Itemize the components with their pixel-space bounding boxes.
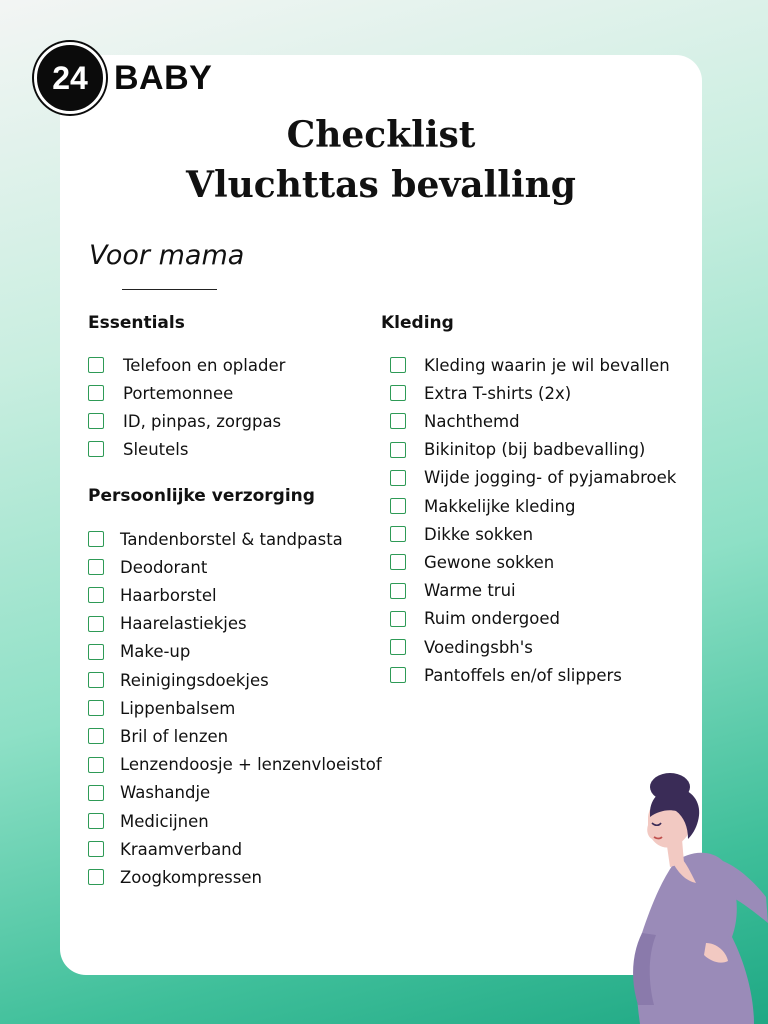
checklist-item-voedingsbh-s[interactable]: [390, 633, 533, 661]
checklist-item-label: Voedingsbh's: [424, 637, 533, 657]
checklist-item-kleding-waarin-je-wil-bevallen[interactable]: [390, 351, 670, 379]
checklist-item-haarborstel[interactable]: [88, 581, 217, 609]
checkbox[interactable]: [390, 498, 406, 514]
checklist-item-reinigingsdoekjes[interactable]: [88, 666, 269, 694]
checkbox[interactable]: [390, 442, 406, 458]
pregnant-woman-illustration: [620, 765, 768, 1024]
checklist-item-label: Gewone sokken: [424, 552, 555, 572]
checklist-item-label: Haarelastiekjes: [120, 614, 247, 634]
checklist-item-lippenbalsem[interactable]: [88, 694, 235, 722]
page-title-line-2: Vluchttas bevalling: [186, 164, 576, 206]
checklist-item-label: Haarborstel: [120, 585, 217, 605]
checklist-item-label: Washandje: [120, 783, 211, 803]
checklist-item-label: Dikke sokken: [424, 524, 534, 544]
checkbox[interactable]: [88, 700, 104, 716]
checklist-item-label: Bril of lenzen: [120, 726, 229, 746]
checkbox[interactable]: [88, 531, 104, 547]
checklist-item-gewone-sokken[interactable]: [390, 548, 554, 576]
checkbox[interactable]: [88, 841, 104, 857]
checklist-item-tandenborstel-tandpasta[interactable]: [88, 525, 343, 553]
checkbox[interactable]: [88, 587, 104, 603]
checklist-item-id-pinpas-zorgpas[interactable]: [88, 407, 281, 435]
checkbox[interactable]: [390, 470, 406, 486]
group-title-essentials: Essentials: [88, 313, 185, 333]
checklist-item-label: Medicijnen: [120, 811, 209, 831]
checkbox[interactable]: [88, 385, 104, 401]
checkbox[interactable]: [390, 583, 406, 599]
checklist-item-extra-t-shirts-2x[interactable]: [390, 379, 571, 407]
group-title-verzorging: Persoonlijke verzorging: [88, 486, 315, 506]
checkbox[interactable]: [88, 785, 104, 801]
group-title-kleding: Kleding: [381, 313, 454, 333]
checklist-item-makkelijke-kleding[interactable]: [390, 492, 575, 520]
checklist-item-label: Kraamverband: [120, 839, 243, 859]
checklist-item-label: ID, pinpas, zorgpas: [123, 411, 282, 431]
checkbox[interactable]: [88, 644, 104, 660]
checkbox[interactable]: [88, 559, 104, 575]
checkbox[interactable]: [88, 413, 104, 429]
checkbox[interactable]: [88, 441, 104, 457]
checkbox[interactable]: [88, 616, 104, 632]
checkbox[interactable]: [88, 813, 104, 829]
checklist-item-warme-trui[interactable]: [390, 577, 516, 605]
checklist-item-label: Make-up: [120, 642, 191, 662]
checklist-item-label: Deodorant: [120, 557, 208, 577]
checkbox[interactable]: [390, 611, 406, 627]
checkbox[interactable]: [88, 869, 104, 885]
checklist-item-portemonnee[interactable]: [88, 379, 233, 407]
checklist-item-label: Ruim ondergoed: [424, 609, 560, 629]
checklist-item-telefoon-en-oplader[interactable]: [88, 351, 285, 379]
checklist-item-label: Warme trui: [424, 581, 516, 601]
checklist-item-label: Sleutels: [123, 439, 189, 459]
section-divider: [122, 289, 217, 290]
checkbox[interactable]: [88, 757, 104, 773]
checkbox[interactable]: [88, 728, 104, 744]
checklist-item-label: Lippenbalsem: [120, 698, 236, 718]
checkbox[interactable]: [390, 413, 406, 429]
checkbox[interactable]: [390, 385, 406, 401]
checklist-item-label: Zoogkompressen: [120, 867, 262, 887]
checklist-item-label: Makkelijke kleding: [424, 496, 576, 516]
checklist-item-dikke-sokken[interactable]: [390, 520, 533, 548]
checklist-item-wijde-jogging-of-pyjamabroek[interactable]: [390, 464, 676, 492]
checklist-item-label: Tandenborstel & tandpasta: [120, 529, 343, 549]
checkbox[interactable]: [390, 667, 406, 683]
logo-badge: 24: [34, 42, 106, 114]
checklist-item-label: Bikinitop (bij badbevalling): [424, 440, 646, 460]
checklist-item-haarelastiekjes[interactable]: [88, 610, 247, 638]
checklist-item-label: Kleding waarin je wil bevallen: [424, 355, 670, 375]
checkbox[interactable]: [390, 357, 406, 373]
checklist-item-nachthemd[interactable]: [390, 407, 520, 435]
checklist-item-sleutels[interactable]: [88, 435, 188, 463]
checklist-item-label: Pantoffels en/of slippers: [424, 665, 622, 685]
brand-logo: [34, 42, 212, 114]
checklist-item-washandje[interactable]: [88, 779, 210, 807]
section-heading: Voor mama: [89, 240, 245, 271]
checklist-item-zoogkompressen[interactable]: [88, 863, 262, 891]
checklist-item-ruim-ondergoed[interactable]: [390, 605, 560, 633]
checklist-item-deodorant[interactable]: [88, 553, 207, 581]
checklist-item-bril-of-lenzen[interactable]: [88, 722, 228, 750]
checklist-item-label: Portemonnee: [123, 383, 234, 403]
checklist-item-label: Reinigingsdoekjes: [120, 670, 269, 690]
checklist-item-pantoffels-en-of-slippers[interactable]: [390, 661, 622, 689]
checklist-item-kraamverband[interactable]: [88, 835, 242, 863]
checklist-item-label: Telefoon en oplader: [123, 355, 286, 375]
checkbox[interactable]: [88, 672, 104, 688]
page-title-line-1: Checklist: [286, 114, 476, 156]
checklist-item-label: Extra T-shirts (2x): [424, 383, 572, 403]
checklist-item-label: Lenzendoosje + lenzenvloeistof: [120, 755, 382, 775]
checklist-item-make-up[interactable]: [88, 638, 190, 666]
checklist-item-lenzendoosje-lenzenvloeistof[interactable]: [88, 751, 382, 779]
checkbox[interactable]: [390, 639, 406, 655]
checkbox[interactable]: [390, 554, 406, 570]
logo-wordmark: BABY: [114, 58, 213, 97]
checklist-item-label: Wijde jogging- of pyjamabroek: [424, 468, 677, 488]
checklist-item-medicijnen[interactable]: [88, 807, 209, 835]
checklist-item-bikinitop-bij-badbevalling[interactable]: [390, 436, 645, 464]
checklist-item-label: Nachthemd: [424, 411, 520, 431]
checkbox[interactable]: [88, 357, 104, 373]
checkbox[interactable]: [390, 526, 406, 542]
